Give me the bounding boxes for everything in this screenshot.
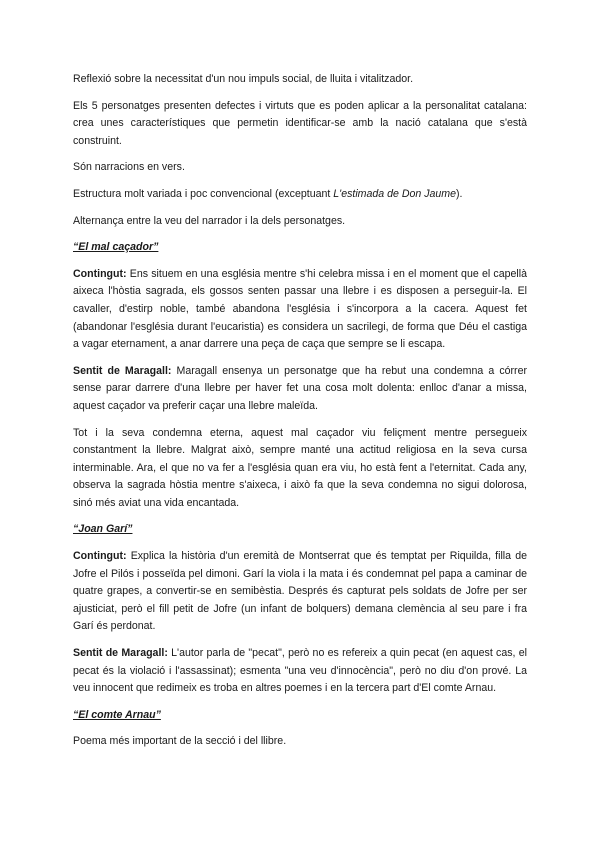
intro-paragraph-4 [73, 186, 527, 204]
intro-paragraph-4-start: Estructura molt variada i poc convencional (exceptuant [73, 187, 334, 200]
intro-paragraph-1: Reflexió sobre la necessitat d'un nou impuls social, de lluita i vitalitzador. [73, 73, 414, 85]
contingut-paragraph-1 [73, 266, 527, 354]
contingut-paragraph-2 [73, 548, 527, 636]
intro-paragraph-2: Els 5 personatges presenten defectes i virtuts que es poden aplicar a la personalitat catalana: crea unes característiques que permetin identificar-se amb la nació catalana que s'està construint. [73, 99, 527, 147]
sentit-paragraph-1 [73, 363, 527, 416]
contingut-text: Ens situem en una església mentre s'hi celebra missa i en el moment que el capellà aixeca l'hòstia sagrada, els gossos senten passar una llebre i es disposen a perseguir-la. El cavaller, d'estirp noble, també abandona l'església i s'incorpora a la cacera. Aquest fet (abandonar l'església durant l'eucaristia) es considera un sacrilegi, de forma que Déu el castiga a vagar eternament, a anar darrere una peça de caça que sempre se li escapa. [73, 267, 527, 351]
sentit-text: L'autor parla de "pecat", però no es refereix a quin pecat (en aquest cas, el pecat és la violació i l'assassinat); esmenta "una veu d'innocència", però no diu d'on prové. La veu innocent que redimeix es troba en altres poemes i en la tercera part d'El comte Arnau. [73, 647, 528, 695]
contingut-label: Contingut: [73, 550, 127, 563]
section-heading-joan-gari: “Joan Garí” [73, 523, 133, 536]
extra-paragraph-1: Tot i la seva condemna eterna, aquest mal caçador viu feliçment mentre persegueix constantment la llebre. Malgrat això, sempre manté una actitud religiosa en la seva cursa interminable. Ara, el que no va fer a l'església quan era viu, ho està fent a l'eternitat. Cada any, observa la sagrada hòstia mentre s'aixeca, i això fa que la seva condemna no sigui dolorosa, sinó més aviat una vida encantada. [73, 426, 527, 509]
intro-paragraph-3: Són narracions en vers. [73, 161, 185, 174]
section-heading-comte-arnau: “El comte Arnau” [73, 708, 161, 721]
work-title-estimada: L'estimada de Don Jaume [333, 187, 457, 200]
contingut-label: Contingut: [73, 267, 127, 280]
sentit-paragraph-2 [73, 645, 527, 698]
section-heading-mal-cacador: “El mal caçador” [73, 241, 159, 254]
sentit-label: Sentit de Maragall: [73, 364, 172, 377]
intro-paragraph-5: Alternança entre la veu del narrador i la dels personatges. [73, 214, 346, 227]
sentit-label: Sentit de Maragall: [73, 647, 168, 660]
sentit-text: Maragall ensenya un personatge que ha rebut una condemna a córrer sense parar darrere d'una llebre per haver fet una cosa molt dolenta: enlloc d'anar a missa, aquest caçador va preferir caçar una llebre maleïda. [73, 364, 527, 412]
contingut-text: Explica la història d'un eremità de Montserrat que és temptat per Riquilda, filla de Jofre el Pilós i posseïda pel dimoni. Garí la viola i la mata i és condemnat pel papa a caminar de quatre grapes, a convertir-se en semibèstia. Després és capturat pels soldats de Jofre per ser ajusticiat, però el fill petit de Jofre (un infant de bolquers) demana clemència al seu pare i fra Garí és perdonat. [73, 550, 527, 633]
intro-paragraph-4-end: ). [456, 187, 463, 200]
comte-arnau-paragraph: Poema més important de la secció i del llibre. [73, 735, 287, 748]
